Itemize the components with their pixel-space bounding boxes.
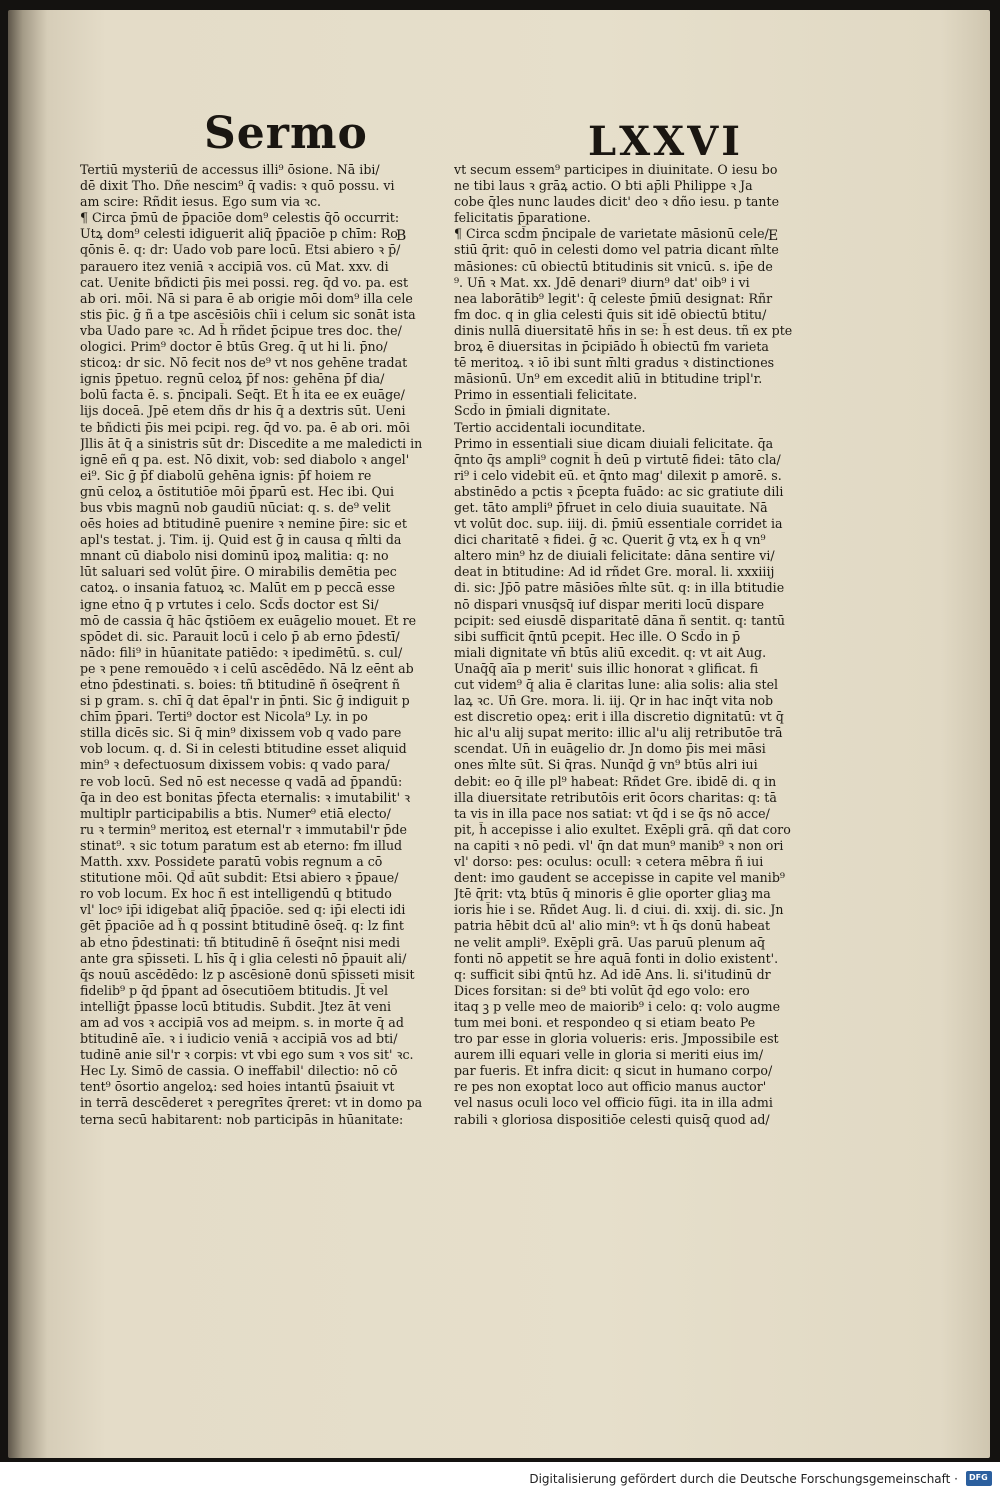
text-line: pit, h̄ accepisse i alio exultet. Exēpli grā. qñ dat coro	[454, 821, 791, 837]
text-line: mō de cassia q̄ hāc q̄stiōem ex euāgelio mouet. Et re	[80, 612, 417, 628]
dfg-logo-icon	[966, 1471, 992, 1486]
text-line: nādo: fili⁹ in hūanitate patiēdo: ꝛ ipedimētū. s. cul/	[80, 644, 403, 660]
text-line: dinis nullā diuersitatē hñs in se: h̄ est deus. tñ ex pte	[454, 322, 793, 338]
text-line: stilla dicēs sic. Si q̄ min⁹ dixissem vob q vado pare	[80, 725, 402, 741]
text-line: tē meritoꝝ. ꝛ iō ibi sunt m̄lti gradus ꝛ distinctiones	[454, 355, 775, 371]
text-line: btitudinē aīe. ꝛ i iudicio veniā ꝛ accipiā vos ad bti/	[80, 1031, 398, 1047]
text-line: itaq ꝫ p velle meo de maiorib⁹ i celo: q: volo augme	[454, 998, 781, 1014]
text-line: ologici. Prim⁹ doctor ē btūs Greg. q̄ ut hi li. p̄no/	[80, 339, 388, 355]
text-line: ¶ Circa p̄mū de p̄paciōe dom⁹ celestis q̄ō occurrit:	[80, 210, 400, 226]
text-line: chīm p̄pari. Terti⁹ doctor est Nicola⁹ Ly. in po	[80, 709, 368, 725]
book-page	[8, 10, 990, 1458]
text-line: sibi sufficit q̄ntū pcepit. Hec ille. O Scd̄o in p̄	[454, 628, 741, 644]
text-line: Utꝝ dom⁹ celesti idiguerit aliq̄ p̄paciōe p chīm: Ro	[80, 226, 398, 242]
text-line: sticoꝝ: dr sic. Nō fecit nos de⁹ vt nos gehēne tradat	[80, 355, 408, 371]
text-line: intelliḡt p̄passe locū btitudis. Subdit. Jtez āt veni	[80, 998, 391, 1014]
funding-notice: Digitalisierung gefördert durch die Deutsche Forschungsgemeinschaft ·	[529, 1472, 958, 1486]
text-line: spōdet di. sic. Parauit locū i celo p̄ ab erno p̄destī/	[80, 628, 400, 644]
text-line: catoꝝ. o insania fatuoꝝ ꝛc. Malūt em p peccā esse	[80, 580, 396, 596]
text-line: abstinēdo a pctis ꝛ p̄cepta fuādo: ac sic gratiute dili	[454, 483, 784, 499]
text-line: q̄a in deo est bonitas p̄fecta eternalis: ꝛ imutabilit' ꝛ	[80, 789, 411, 805]
text-line: vt volūt doc. sup. iiij. di. p̄miū essentiale corridet ia	[454, 516, 783, 532]
text-line: fidelib⁹ p q̄d p̄pant ad ōsecutiōem btitudis. Jt̄ vel	[80, 982, 388, 998]
text-line: q̄nto q̄s ampli⁹ cognit h̄ deū p virtutē fidei: tāto cla/	[454, 451, 781, 467]
text-line: vl' dorso: pes: oculus: ocull: ꝛ cetera mēbra ñ iui	[454, 854, 764, 870]
text-line: vba Uado pare ꝛc. Ad h̄ rñdet p̄cipue tres doc. the/	[80, 322, 402, 338]
dfg-logo-label: DFG	[969, 1473, 988, 1482]
text-line: eṫno p̄destinati. s. boies: tñ btitudinē ñ ōseq̄rent ñ	[80, 677, 400, 692]
text-line: Unaq̄q̄ aīa p merit' suis illic honorat ꝛ glificat. fi	[454, 660, 759, 676]
text-line: pcipit: sed eiusdē disparitatē dāna ñ sentit. q: tantū	[454, 612, 785, 628]
text-line: nō dispari vnusq̄sq̄ iuf dispar meriti locū dispare	[454, 596, 765, 612]
text-line: igne eṫno q̄ p vrtutes i celo. Scd̄s doctor est Si/	[80, 596, 379, 612]
text-line: Jtē q̄rit: vtꝝ btūs q̄ minoris ē glie oporter gliaꝫ ma	[454, 886, 771, 902]
text-column-right	[454, 162, 834, 1128]
text-line: qōnis ē. q: dr: Uado vob pare locū. Etsi abiero ꝛ p̄/	[80, 242, 401, 258]
text-line: q̄s nouū ascēdēdo: lz p ascēsionē donū sp̄isseti misit	[80, 966, 415, 982]
text-line: ro vob locum. Ex hoc ñ est intelligendū q btitudo	[80, 886, 392, 902]
text-line: ne velit ampli⁹. Exēpli grā. Uas paruū plenum aq̄	[454, 934, 766, 950]
text-line: ru ꝛ termin⁹ meritoꝝ est eternal'r ꝛ immutabil'r p̄de	[80, 821, 407, 837]
text-line: ab eṫno p̄destinati: tñ btitudinē ñ ōseq̄nt nisi medi	[80, 934, 400, 950]
text-line: Primo in essentiali siue dicam diuiali felicitate. q̄a	[454, 435, 774, 451]
text-line: broꝝ ē diuersitas in p̄cipiādo h̄ obiectū fm varieta	[454, 339, 769, 355]
text-line: Scd̄o in p̄miali dignitate.	[454, 403, 611, 419]
text-line: tent⁹ ōsortio angeloꝝ: sed hoies intantū p̄saiuit vt	[80, 1079, 395, 1095]
text-line: vl' locꝰ ip̄i idigebat aliq̄ p̄paciōe. sed q: ip̄i electi idi	[80, 902, 406, 918]
text-line: apl's testat. j. Tim. ij. Quid est ḡ in causa q m̄lti da	[80, 532, 402, 548]
text-line: ab ori. mōi. Nā si para ē ab origie mōi dom⁹ illa cele	[80, 290, 413, 306]
text-line: re pes non exoptat loco aut officio manus auctor'	[454, 1079, 767, 1095]
text-line: oēs hoies ad btitudinē puenire ꝛ nemine p̄ire: sic et	[80, 516, 407, 532]
text-line: patria hēbit dcū al' alio min⁹: vt h̄ q̄s donū habeat	[454, 918, 771, 934]
text-line: Matth. xxv. Possidete paratū vobis regnum a cō	[80, 854, 383, 870]
text-line: Primo in essentiali felicitate.	[454, 387, 638, 403]
text-line: cut videm⁹ q̄ alia ē claritas lune: alia solis: alia stel	[454, 677, 779, 692]
text-line: fonti nō appetit se h̄re aquā fonti in dolio existent'.	[454, 950, 779, 966]
text-line: stiū q̄rit: quō in celesti domo vel patria dicant m̄lte	[454, 242, 779, 258]
text-line: ei⁹. Sic ḡ p̄f diabolū gehēna ignis: p̄f hoiem re	[80, 467, 372, 483]
section-marker-b: B	[396, 228, 407, 244]
text-line: dici charitatē ꝛ fidei. ḡ ꝛc. Querit ḡ vtꝝ ex h̄ q vn⁹	[454, 532, 766, 548]
text-line: laꝝ ꝛc. Un̄ Gre. mora. li. iij. Qr in hac inq̄t vita nob	[454, 693, 774, 709]
text-column-left	[80, 162, 448, 1128]
text-line: altero min⁹ hz de diuiali felicitate: dāna sentire vi/	[454, 548, 775, 564]
text-line: parauero itez veniā ꝛ accipiā vos. cū Mat. xxv. di	[80, 258, 389, 274]
text-line: cobe q̄les nunc laudes dicit' deo ꝛ dño iesu. p tante	[454, 194, 780, 210]
text-line: bus vbis magnū nob gaudiū nūciat: q. s. de⁹ velit	[80, 499, 391, 515]
text-line: vob locum. q. d. Si in celesti btitudine esset aliquid	[80, 741, 407, 757]
text-line: re vob locū. Sed nō est necesse q vadā ad p̄pandū:	[80, 773, 403, 789]
text-line: vel nasus oculi loco vel officio fūgi. ita in illa admi	[454, 1095, 773, 1111]
folio-number: LXXVI	[588, 118, 743, 165]
text-line: lūt saluari sed volūt p̄ire. O mirabilis demētia pec	[80, 564, 397, 580]
text-line: aurem illi equari velle in gloria si meriti eius im/	[454, 1047, 764, 1063]
running-header-title: Sermo	[204, 108, 368, 159]
text-line: tum mei boni. et respondeo q si etiam beato Pe	[454, 1014, 756, 1030]
text-line: Tertio accidentali iocunditate.	[454, 419, 646, 435]
text-line: ignis p̄petuo. regnū celoꝝ p̄f nos: gehēna p̄f dia/	[80, 371, 385, 387]
text-line: Dices forsitan: si de⁹ bti volūt q̄d ego volo: ero	[454, 982, 750, 998]
text-line: min⁹ ꝛ defectuosum dixissem vobis: q vado para/	[80, 757, 390, 773]
text-line: nea laborātib⁹ legit': q̄ celeste p̄miū designat: Rñr	[454, 290, 773, 306]
text-line: Hec Ly. Simō de cassia. O ineffabil' dilectio: nō cō	[80, 1063, 398, 1079]
text-line: tro par esse in gloria volueris: eris. Jmpossibile est	[454, 1031, 779, 1047]
text-line: ioris h̄ie i se. Rñdet Aug. li. d ciui. di. xxij. di. sic. Jn	[454, 902, 784, 918]
text-line: fm doc. q in glia celesti q̄uis sit idē obiectū btitu/	[454, 306, 767, 322]
text-line: stitutione mōi. Qd̄ aūt subdit: Etsi abiero ꝛ p̄paue/	[80, 870, 399, 886]
text-line: cat. Uenite bñdicti p̄is mei possi. reg. q̄d vo. pa. est	[80, 274, 409, 290]
text-line: ignē eñ q pa. est. Nō dixit, vob: sed diabolo ꝛ angel'	[80, 451, 410, 467]
text-line: multiplr participabilis a btis. Numer⁹ etiā electo/	[80, 805, 391, 821]
text-line: Tertiū mysteriū de accessus illi⁹ ōsione. Nā ibi/	[80, 162, 380, 177]
text-line: scendat. Un̄ in euāgelio dr. Jn domo p̄is mei māsi	[454, 741, 766, 757]
text-line: tudinē anie sil'r ꝛ corpis: vt vbi ego sum ꝛ vos sit' ꝛc.	[80, 1047, 414, 1063]
text-line: ri⁹ i celo videbit eū. et q̄nto mag' dilexit p amorē. s.	[454, 467, 782, 483]
text-line: mnant cū diabolo nisi dominū ipoꝝ malitia: q: no	[80, 548, 389, 564]
text-line: hic al'u alij supat merito: illic al'u alij retributōe trā	[454, 725, 783, 741]
text-line: get. tāto ampli⁹ p̄fruet in celo diuia suauitate. Nā	[454, 499, 768, 515]
text-line: am scire: Rñdit iesus. Ego sum via ꝛc.	[80, 194, 322, 210]
text-line: dent: imo gaudent se accepisse in capite vel manib⁹	[454, 870, 785, 886]
text-line: miali dignitate vn̄ btūs aliū excedit. q: vt ait Aug.	[454, 644, 767, 660]
text-line: ones m̄lte sūt. Si q̄ras. Nunq̄d ḡ vn⁹ btūs alri iui	[454, 757, 758, 773]
text-line: na capiti ꝛ nō pedi. vl' q̄n dat mun⁹ manib⁹ ꝛ non ori	[454, 837, 784, 853]
text-line: si p gram. s. chī q̄ dat ēpal'r in p̄nti. Sic ḡ indiguit p	[80, 693, 410, 709]
text-line: stis p̄ic. ḡ ñ a tpe ascēsiōis chīi i celum sic sonāt ista	[80, 306, 416, 322]
text-line: illa diuersitate retributōis erit ōcors charitas: q: tā	[454, 789, 777, 805]
text-line: q: sufficit sibi q̄ntū hz. Ad idē Ans. li. si'itudinū dr	[454, 966, 771, 982]
text-line: felicitatis p̄paratione.	[454, 210, 591, 226]
text-line: di. sic: Jp̄ō patre māsiōes m̄lte sūt. q: in illa btitudie	[454, 580, 785, 596]
text-line: ¶ Circa scd̄m p̄ncipale de varietate māsionū cele/	[454, 226, 769, 242]
text-line: ta vis in illa pace nos satiat: vt q̄d i se q̄s nō acce/	[454, 805, 770, 821]
text-line: par fueris. Et infra dicit: q sicut in humano corpo/	[454, 1063, 773, 1079]
text-line: gēt p̄paciōe ad h̄ q possint btitudinē ōseq̄. q: lz fint	[80, 918, 404, 934]
text-line: Jllis āt q̄ a sinistris sūt dr: Discedite a me maledicti in	[80, 435, 423, 451]
text-line: debit: eo q̄ ille pl⁹ habeat: Rñdet Gre. ibidē di. q in	[454, 773, 777, 789]
text-line: bolū facta ē. s. p̄ncipali. Seq̄t. Et h̄ ita ee ex euāge/	[80, 387, 405, 403]
text-line: vt secum essem⁹ participes in diuinitate. O iesu bo	[454, 162, 778, 177]
digitization-footer	[0, 1462, 1000, 1497]
text-line: māsiones: cū obiectū btitudinis sit vnicū. s. ip̄e de	[454, 258, 773, 274]
text-line: te bñdicti p̄is mei pcipi. reg. q̄d vo. pa. ē ab ori. mōi	[80, 419, 411, 435]
text-line: dē dixit Tho. Dñe nescim⁹ q̄ vadis: ꝛ quō possu. vi	[80, 178, 395, 194]
text-line: lijs doceā. Jpē etem dñs dr his q̄ a dextris sūt. Ueni	[80, 403, 406, 419]
text-line: rabili ꝛ gloriosa dispositiōe celesti quisq̄ quod ad/	[454, 1111, 770, 1127]
text-line: am ad vos ꝛ accipiā vos ad meipm. s. in morte q̄ ad	[80, 1014, 404, 1030]
text-line: ne tibi laus ꝛ grāꝝ actio. O bti ap̄li Philippe ꝛ Ja	[454, 178, 753, 194]
text-line: est discretio opeꝝ: erit i illa discretio dignitatū: vt q̄	[454, 709, 784, 725]
text-line: ante gra sp̄isseti. L hīs q̄ i glia celesti nō p̄pauit ali/	[80, 950, 407, 966]
text-line: pe ꝛ pene remouēdo ꝛ i celū ascēdēdo. Nā lz eēnt ab	[80, 660, 414, 676]
text-line: in terrā descēderet ꝛ peregrītes q̄reret: vt in domo pa	[80, 1095, 423, 1111]
text-line: stinat⁹. ꝛ sic totum paratum est ab eterno: fm illud	[80, 837, 403, 853]
text-line: māsionū. Un⁹ em excedit aliū in btitudine tripl'r.	[454, 371, 763, 387]
text-line: deat in btitudine: Ad id rñdet Gre. moral. li. xxxiiij	[454, 564, 775, 580]
text-line: terna secū habitarent: nob participās in hūanitate:	[80, 1111, 404, 1127]
text-line: gnū celoꝝ a ōstitutiōe mōi p̄parū est. Hec ibi. Qui	[80, 483, 395, 499]
section-marker-e: E	[768, 228, 779, 244]
text-line: ⁹. Un̄ ꝛ Mat. xx. Jdē denari⁹ diurn⁹ dat' oib⁹ i vi	[454, 274, 750, 290]
